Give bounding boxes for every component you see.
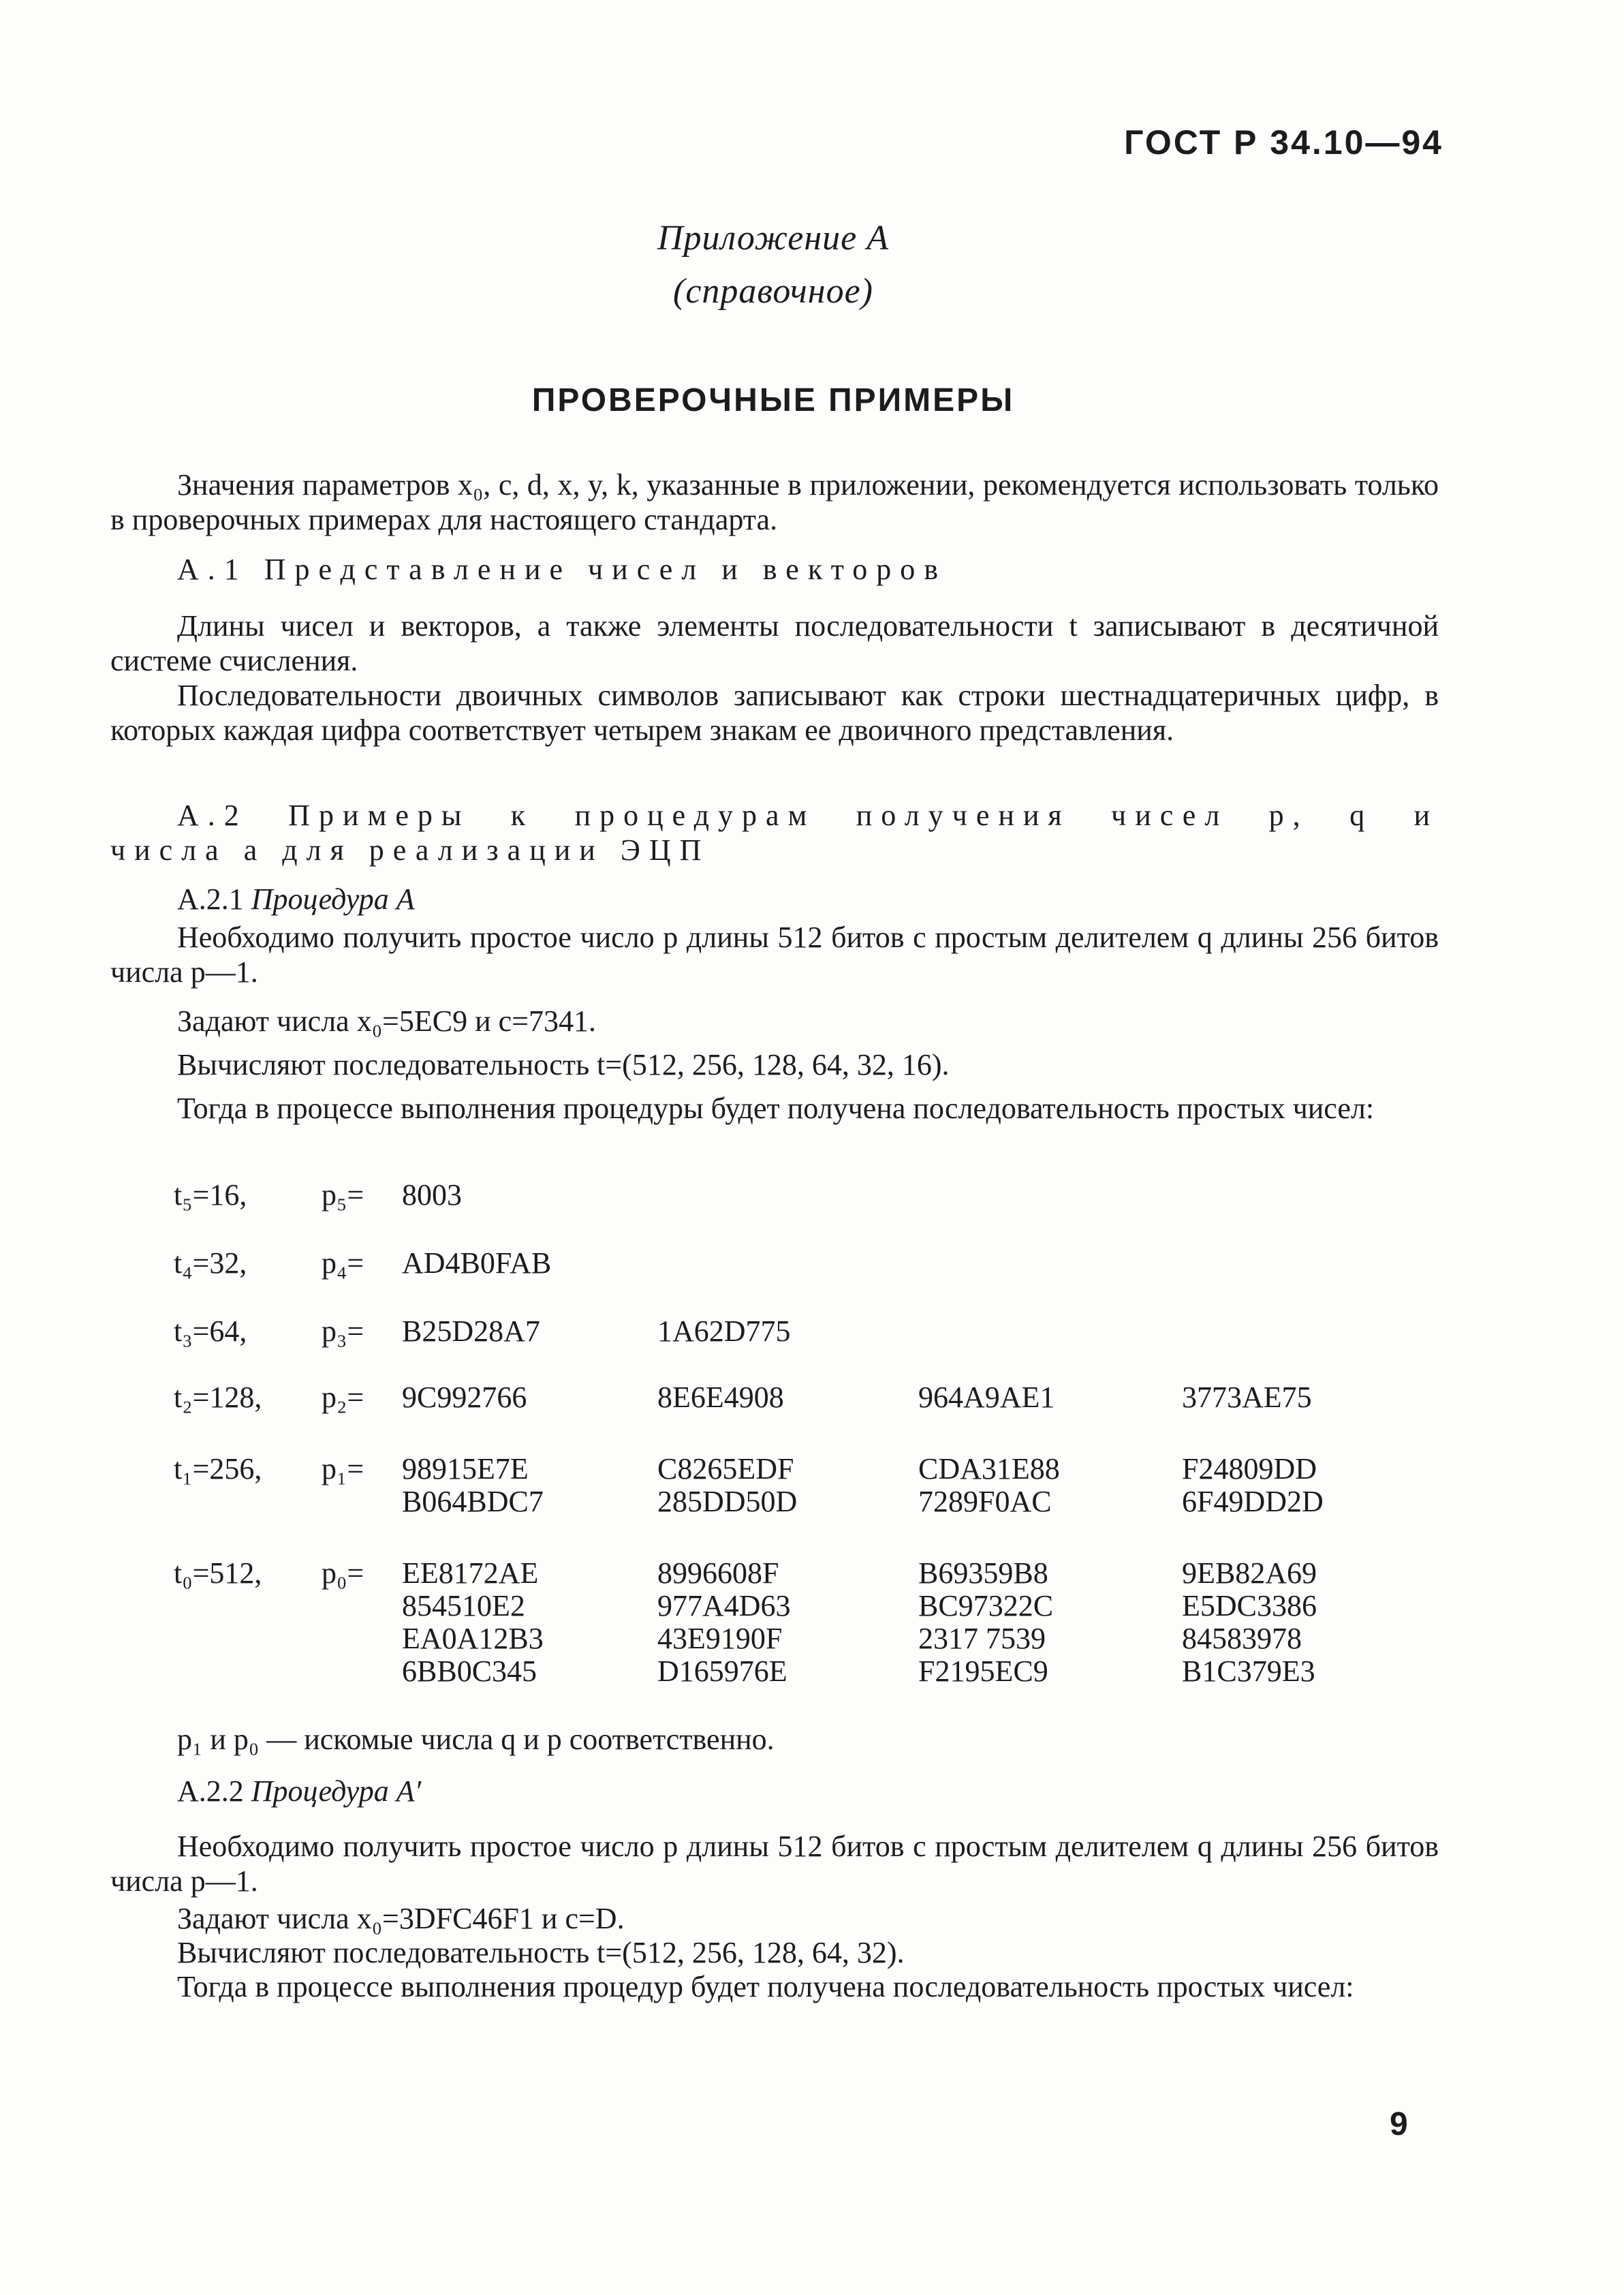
hex-value: 977A4D63: [657, 1589, 791, 1622]
hex-value: D165976E: [657, 1654, 787, 1688]
hex-value: F2195EC9: [918, 1654, 1048, 1688]
section-a21-result-line: p₁ и p₀ — искомые числа q и p соответственно.: [177, 1723, 775, 1756]
section-a22-compute-line: Вычисляют последовательность t=(512, 256, 128, 64, 32).: [177, 1936, 905, 1969]
hex-value: B1C379E3: [1182, 1654, 1315, 1688]
hex-value: AD4B0FAB: [402, 1246, 552, 1280]
table-row-p-label: p₀=: [322, 1556, 364, 1590]
table-row-p-label: p₄=: [322, 1246, 364, 1280]
section-a21-heading: [110, 882, 1439, 917]
section-a22-title: Процедура А′: [251, 1774, 422, 1808]
section-a1-paragraph-2: Последовательности двоичных символов записывают как строки шестнадцатеричных цифр, в которых каждая цифра соответствует четырем знакам ее двоичного представления.: [110, 679, 1439, 747]
hex-value: 3773AE75: [1182, 1381, 1312, 1414]
table-row-p-label: p₃=: [322, 1314, 364, 1348]
appendix-type: (справочное): [673, 272, 873, 311]
hex-value: 7289F0AC: [918, 1485, 1052, 1518]
section-a21-title: Процедура А: [251, 882, 415, 916]
appendix-label: Приложение А: [657, 219, 889, 258]
section-a21-paragraph: Необходимо получить простое число p длины 512 битов с простым делителем q длины 256 битов числа p—1.: [110, 921, 1439, 989]
hex-value: 9C992766: [402, 1381, 527, 1414]
section-a21-compute-line: Вычисляют последовательность t=(512, 256, 128, 64, 32, 16).: [177, 1048, 950, 1081]
standard-header: ГОСТ Р 34.10—94: [1124, 123, 1443, 161]
table-row-t-label: t₅=16,: [174, 1178, 247, 1212]
hex-value: 854510E2: [402, 1589, 525, 1622]
hex-value: BC97322C: [918, 1589, 1054, 1622]
table-row-p-label: p₂=: [322, 1381, 364, 1414]
section-a21-number: А.2.1: [177, 882, 244, 916]
hex-value: 43E9190F: [657, 1622, 783, 1655]
section-a21-then-line: Тогда в процессе выполнения процедуры будет получена последовательность простых чисел:: [177, 1092, 1375, 1125]
table-row-t-label: t₁=256,: [174, 1452, 262, 1485]
hex-value: B25D28A7: [402, 1314, 540, 1348]
section-a22-then-line: Тогда в процессе выполнения процедур будет получена последовательность простых чисел:: [177, 1970, 1354, 2003]
section-a22-paragraph: Необходимо получить простое число p длины 512 битов с простым делителем q длины 256 битов числа p—1.: [110, 1830, 1439, 1898]
section-a22-heading: [110, 1774, 1439, 1808]
table-row-t-label: t₃=64,: [174, 1314, 247, 1348]
section-a2-heading-line-1: А.2 Примеры к процедурам получения чисел p, q и: [177, 799, 1439, 832]
hex-value: 285DD50D: [657, 1485, 798, 1518]
hex-value: B064BDC7: [402, 1485, 544, 1518]
section-a1-paragraph-1: Длины чисел и векторов, а также элементы последовательности t записывают в десятичной системе счисления.: [110, 609, 1439, 677]
table-row-t-label: t₀=512,: [174, 1556, 262, 1590]
hex-value: 84583978: [1182, 1622, 1302, 1655]
page-number: 9: [1390, 2106, 1408, 2142]
hex-value: 8003: [402, 1178, 462, 1212]
section-a22-number: А.2.2: [177, 1774, 244, 1808]
hex-value: 98915E7E: [402, 1452, 529, 1485]
hex-value: 8E6E4908: [657, 1381, 784, 1414]
hex-value: EA0A12B3: [402, 1622, 544, 1655]
hex-value: 1A62D775: [657, 1314, 791, 1348]
hex-value: 8996608F: [657, 1556, 779, 1590]
hex-value: F24809DD: [1182, 1452, 1317, 1485]
hex-value: 6F49DD2D: [1182, 1485, 1324, 1518]
table-row-t-label: t₂=128,: [174, 1381, 262, 1414]
hex-value: E5DC3386: [1182, 1589, 1317, 1622]
hex-value: C8265EDF: [657, 1452, 794, 1485]
table-row-p-label: p₁=: [322, 1452, 364, 1485]
hex-value: CDA31E88: [918, 1452, 1060, 1485]
hex-value: 2317 7539: [918, 1622, 1046, 1655]
section-a2-heading-line-2: числа a для реализации ЭЦП: [110, 833, 710, 867]
hex-value: B69359B8: [918, 1556, 1048, 1590]
section-a1-heading: А.1 Представление чисел и векторов: [177, 553, 948, 586]
hex-value: 964A9AE1: [918, 1381, 1055, 1414]
hex-value: 6BB0C345: [402, 1654, 537, 1688]
section-a22-set-line: Задают числа x₀=3DFC46F1 и c=D.: [177, 1902, 625, 1935]
table-row-p-label: p₅=: [322, 1178, 364, 1212]
intro-paragraph: Значения параметров x₀, c, d, x, y, k, указанные в приложении, рекомендуется использовать только в проверочных примерах для настоящего стандарта.: [110, 468, 1439, 536]
hex-value: 9EB82A69: [1182, 1556, 1317, 1590]
section-title: ПРОВЕРОЧНЫЕ ПРИМЕРЫ: [531, 382, 1015, 418]
hex-value: EE8172AE: [402, 1556, 539, 1590]
section-a21-set-line: Задают числа x₀=5EC9 и c=7341.: [177, 1004, 596, 1038]
table-row-t-label: t₄=32,: [174, 1246, 247, 1280]
